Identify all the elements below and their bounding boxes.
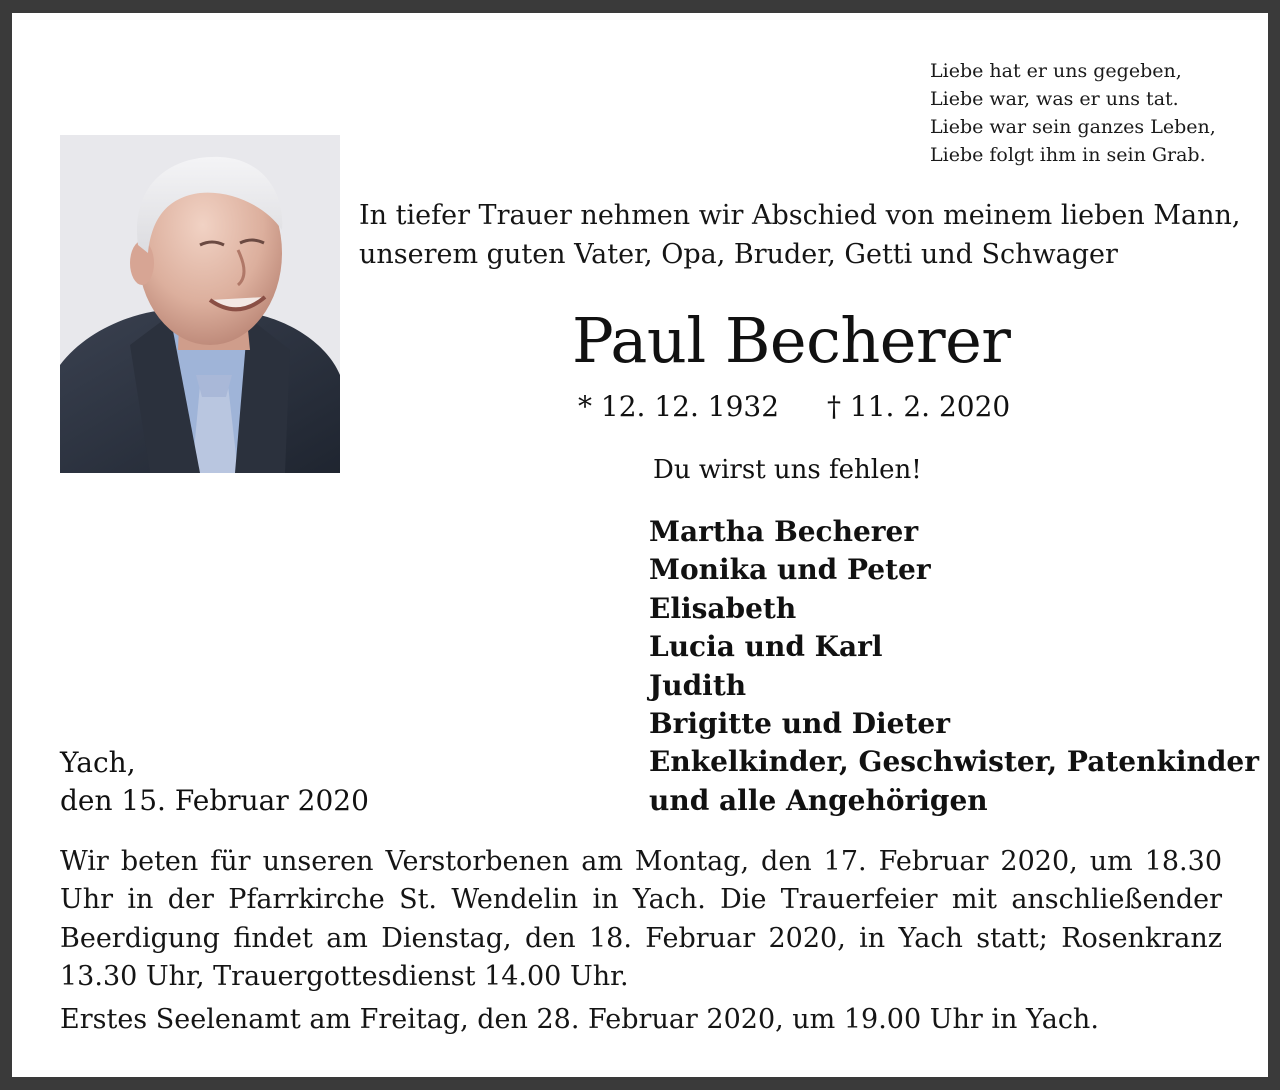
poem-line: Liebe war, was er uns tat. <box>930 88 1179 110</box>
memorial-poem <box>930 57 1216 169</box>
birth-date: * 12. 12. 1932 <box>578 390 780 423</box>
death-date: † 11. 2. 2020 <box>827 390 1011 423</box>
family-member: Elisabeth <box>649 591 797 625</box>
poem-line: Liebe war sein ganzes Leben, <box>930 116 1216 138</box>
place-and-date <box>60 744 369 821</box>
obituary-card <box>12 13 1268 1077</box>
requiem-notice: Erstes Seelenamt am Freitag, den 28. Februar 2020, um 19.00 Uhr in Yach. <box>60 1004 1099 1035</box>
place-city: Yach, <box>60 746 136 779</box>
intro-line: unserem guten Vater, Opa, Bruder, Getti und Schwager <box>359 239 1118 270</box>
service-notice: Wir beten für unseren Verstorbenen am Montag, den 17. Februar 2020, um 18.30 Uhr in der Pfarrkirche St. Wendelin in Yach. Die Trauerfeier mit anschließender Beerdigung findet am Dienstag, den 18. Februar 2020, in Yach statt; Rosenkranz 13.30 Uhr, Trauergottesdienst 14.00 Uhr. <box>60 846 1222 993</box>
closing-line: Du wirst uns fehlen! <box>653 455 922 485</box>
intro-line: In tiefer Trauer nehmen wir Abschied von meinem lieben Mann, <box>359 200 1241 231</box>
family-member: und alle Angehörigen <box>649 783 988 817</box>
place-date: den 15. Februar 2020 <box>60 784 369 818</box>
family-member: Lucia und Karl <box>649 630 883 664</box>
family-member: Judith <box>649 668 747 702</box>
family-member: Enkelkinder, Geschwister, Patenkinder <box>649 745 1259 779</box>
poem-line: Liebe hat er uns gegeben, <box>930 60 1182 82</box>
poem-line: Liebe folgt ihm in sein Grab. <box>930 144 1206 166</box>
portrait-photo <box>60 135 340 473</box>
family-member: Martha Becherer <box>649 515 919 548</box>
family-member: Brigitte und Dieter <box>649 707 950 741</box>
family-member: Monika und Peter <box>649 553 931 587</box>
intro-text <box>359 196 1240 274</box>
family-list <box>649 513 1259 820</box>
deceased-name: Paul Becherer <box>572 304 1011 377</box>
